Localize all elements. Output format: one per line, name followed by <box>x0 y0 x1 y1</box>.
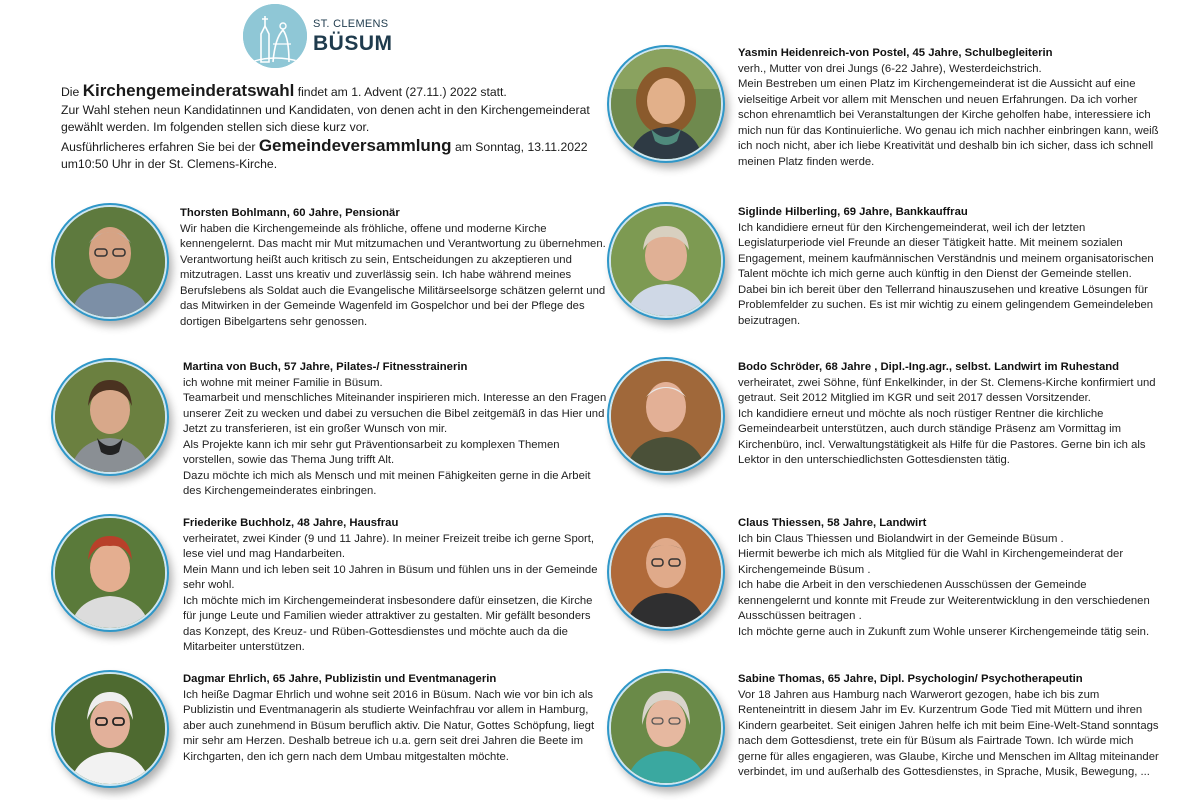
candidate-line: Ich möchte mich im Kirchengemeinderat insbesondere dafür einsetzen, die Kirche für junge Leute und Familien wieder attraktiver zu gestalten. Mir gefällt besonders das Konzept, des Kreuz- und Rüben-Gottesdienstes und möchte auch da die Mitarbeiter unterstützen. <box>183 594 593 653</box>
candidate-line: ich wohne mit meiner Familie in Büsum. <box>183 376 383 389</box>
candidate-line: Ich kandidiere erneut und möchte als noch rüstiger Rentner die kirchliche Gemeindearbeit unterstützen, auch durch ständige Präsenz am Vormittag im Kirchenbüro, incl. Verwaltungstätigkeit als Hilfe für die Pastores. Gerne bin ich als Lektor in den unterschiedlichsten Gottesdiensten tätig. <box>738 407 1146 466</box>
candidate-line: verh., Mutter von drei Jungs (6-22 Jahre), Westerdeichstrich. <box>738 62 1042 75</box>
candidate-line: verheiratet, zwei Kinder (9 und 11 Jahre). In meiner Freizeit treibe ich gerne Sport, lese viel und mag Handarbeiten. <box>183 532 595 560</box>
candidate-line: Ich habe die Arbeit in den verschiedenen Ausschüssen der Gemeinde kennengelernt und konnte mit Freude zur Weiterentwicklung in den verschiedenen Ausschüssen beitragen . <box>738 579 1150 622</box>
candidate-photo-claus <box>611 517 721 627</box>
candidate-line: Ich möchte gerne auch in Zukunft zum Wohle unserer Kirchengemeinde tätig sein. <box>738 625 1150 638</box>
candidate-text-bodo <box>738 360 1160 469</box>
candidate-text-dagmar <box>183 672 607 765</box>
candidate-heading: Claus Thiessen, 58 Jahre, Landwirt <box>738 517 927 529</box>
candidate-heading: Dagmar Ehrlich, 65 Jahre, Publizistin und Eventmanagerin <box>183 673 497 685</box>
candidate-photo-thorsten <box>55 207 165 317</box>
candidate-line: Als Projekte kann ich mir sehr gut Präventionsarbeit zu komplexen Themen vorstellen, sowie das Thema Jung trifft Alt. <box>183 438 560 466</box>
candidate-heading: Siglinde Hilberling, 69 Jahre, Bankkauffrau <box>738 206 968 218</box>
church-logo <box>243 4 393 70</box>
candidate-photo-friederike <box>55 518 165 628</box>
candidate-heading: Sabine Thomas, 65 Jahre, Dipl. Psychologin/ Psychotherapeutin <box>738 673 1083 685</box>
intro-election-line: Die Kirchengemeinderatswahl findet am 1. Advent (27.11.) 2022 statt. <box>61 81 507 100</box>
candidate-line: Teamarbeit und menschliches Miteinander inspirieren mich. Interesse an den Fragen unserer Zeit zu wecken und dabei zu versuchen die Bibel zeitgemäß in das Hier und Jetzt zu transferieren, ist ein großer Wunsch von mir. <box>183 392 607 435</box>
candidate-text-sabine <box>738 672 1160 781</box>
logo-line1: ST. CLEMENS <box>313 18 389 30</box>
candidate-text-claus <box>738 516 1160 640</box>
candidate-text-siglinde <box>738 205 1158 329</box>
candidate-photo-sabine <box>611 673 721 783</box>
candidate-line: Mein Mann und ich leben seit 10 Jahren in Büsum und fühlen uns in der Gemeinde sehr wohl. <box>183 563 598 591</box>
candidate-line: Hiermit bewerbe ich mich als Mitglied für die Wahl in Kirchengemeinderat der Kirchengemeinde Büsum . <box>738 548 1124 576</box>
candidate-photo-bodo <box>611 361 721 471</box>
candidate-heading: Friederike Buchholz, 48 Jahre, Hausfrau <box>183 517 399 529</box>
candidate-text-yasmin <box>738 46 1168 170</box>
candidate-heading: Bodo Schröder, 68 Jahre , Dipl.-Ing.agr., selbst. Landwirt im Ruhestand <box>738 361 1120 373</box>
candidate-line: Ich bin Claus Thiessen und Biolandwirt in der Gemeinde Büsum . <box>738 532 1064 545</box>
intro-assembly-line: Ausführlicheres erfahren Sie bei der Gemeindeversammlung am Sonntag, 13.11.2022 um10:50 Uhr in der St. Clemens-Kirche. <box>61 135 588 171</box>
candidate-photo-martina <box>55 362 165 472</box>
candidate-heading: Thorsten Bohlmann, 60 Jahre, Pensionär <box>180 207 400 219</box>
candidate-text-friederike <box>183 516 607 656</box>
intro-text <box>61 82 607 174</box>
candidate-text-martina <box>183 360 608 500</box>
candidate-text-thorsten <box>180 206 608 330</box>
intro-candidates-line: Zur Wahl stehen neun Kandidatinnen und Kandidaten, von denen acht in den Kirchengemeinderat gewählt werden. Im folgenden stellen sich diese kurz vor. <box>61 102 590 134</box>
candidate-line: Dazu möchte ich mich als Mensch und mit meinen Fähigkeiten gerne in die Arbeit des Kirchengemeinderates einbringen. <box>183 469 591 497</box>
candidate-photo-siglinde <box>611 206 721 316</box>
logo-line2: BÜSUM <box>313 32 393 55</box>
assembly-title: Gemeindeversammlung <box>258 135 452 155</box>
church-logo-icon <box>243 4 307 68</box>
candidate-photo-yasmin <box>611 49 721 159</box>
candidate-line: Mein Bestreben um einen Platz im Kirchengemeinderat ist die Aussicht auf eine vielseitige Arbeit vor allem mit Menschen und neuen Erfahrungen. Da ich vorher schon ehrenamtlich bei Veranstaltungen der Kirche geholfen habe, interessiere ich mich nun für das Kontinuierliche. Wo genau ich mich nachher einbringen kann, weiß ich noch nicht, aber ich liebe Kreativität und deshalb bin ich sicher, dass ich schnell meinen Platz finden werde. <box>738 78 1159 168</box>
candidate-line: Ich heiße Dagmar Ehrlich und wohne seit 2016 in Büsum. Nach wie vor bin ich als Publizistin und Eventmanagerin als studierte Weinfachfrau vor allem in Hamburg, aber auch zunehmend in Büsum beruflich aktiv. Die Natur, Gottes Schöpfung, liegt mir sehr am Herzen. Deshalb betreue ich u.a. gern seit drei Jahren die Beete im Kirchgarten, den ich gern nach dem Umbau mitgestalten möchte. <box>183 688 595 763</box>
candidate-line: Ich kandidiere erneut für den Kirchengemeinderat, weil ich der letzten Legislaturperiode viel Freunde an dieser Tätigkeit hatte. Mit meinem sozialen Engagement, meinem kaufmännischen Verständnis und meinem organisatorischen Talent möchte ich mich gerne auch künftig in den Dienst der Gemeinde stellen. Dabei bin ich bereit über den Tellerrand hinauszusehen und kreative Lösungen für Problemfelder zu suchen. Es ist mir wichtig zu einem gelingendem Gemeindeleben beizutragen. <box>738 221 1154 327</box>
election-title: Kirchengemeinderatswahl <box>82 81 295 100</box>
candidate-line: Vor 18 Jahren aus Hamburg nach Warwerort gezogen, habe ich bis zum Renteneintritt in diesem Jahr im Ev. Kurzentrum Gode Tied mit Müttern und ihren Kindern gearbeitet. Seit einigen Jahren helfe ich mit beim Eine-Welt-Stand sonntags nach dem Gottesdienst, trete ein für Büsum als Fairtrade Town. Ich würde mich gerne für alles engagieren, was Glaube, Kirche und Menschen im Alltag miteinander verbindet, im und außerhalb des Gottesdienstes, in Sprache, Musik, Bewegung, ... <box>738 688 1159 778</box>
candidate-heading: Yasmin Heidenreich-von Postel, 45 Jahre, Schulbegleiterin <box>738 47 1053 59</box>
candidate-line: verheiratet, zwei Söhne, fünf Enkelkinder, in der St. Clemens-Kirche konfirmiert und getraut. Seit 2012 Mitglied im KGR und seit 2017 dessen Vorsitzender. <box>738 376 1156 404</box>
candidate-line: Wir haben die Kirchengemeinde als fröhliche, offene und moderne Kirche kennengelernt. Das macht mir Mut mitzumachen und Verantwortung zu übernehmen. Verantwortung heißt auch kritisch zu sein, Entscheidungen zu akzeptieren und mitzutragen. Lasst uns kreativ und zuverlässig sein. Ich habe während meines Berufslebens als Soldat auch die Evangelische Militärseelsorge schätzen gelernt und das Mitwirken in der Gemeinde Wagenfeld im Gospelchor und bei der Pflege des dortigen Bibelgartens sehr genossen. <box>180 222 606 328</box>
candidate-heading: Martina von Buch, 57 Jahre, Pilates-/ Fitnesstrainerin <box>183 361 468 373</box>
candidate-photo-dagmar <box>55 674 165 784</box>
